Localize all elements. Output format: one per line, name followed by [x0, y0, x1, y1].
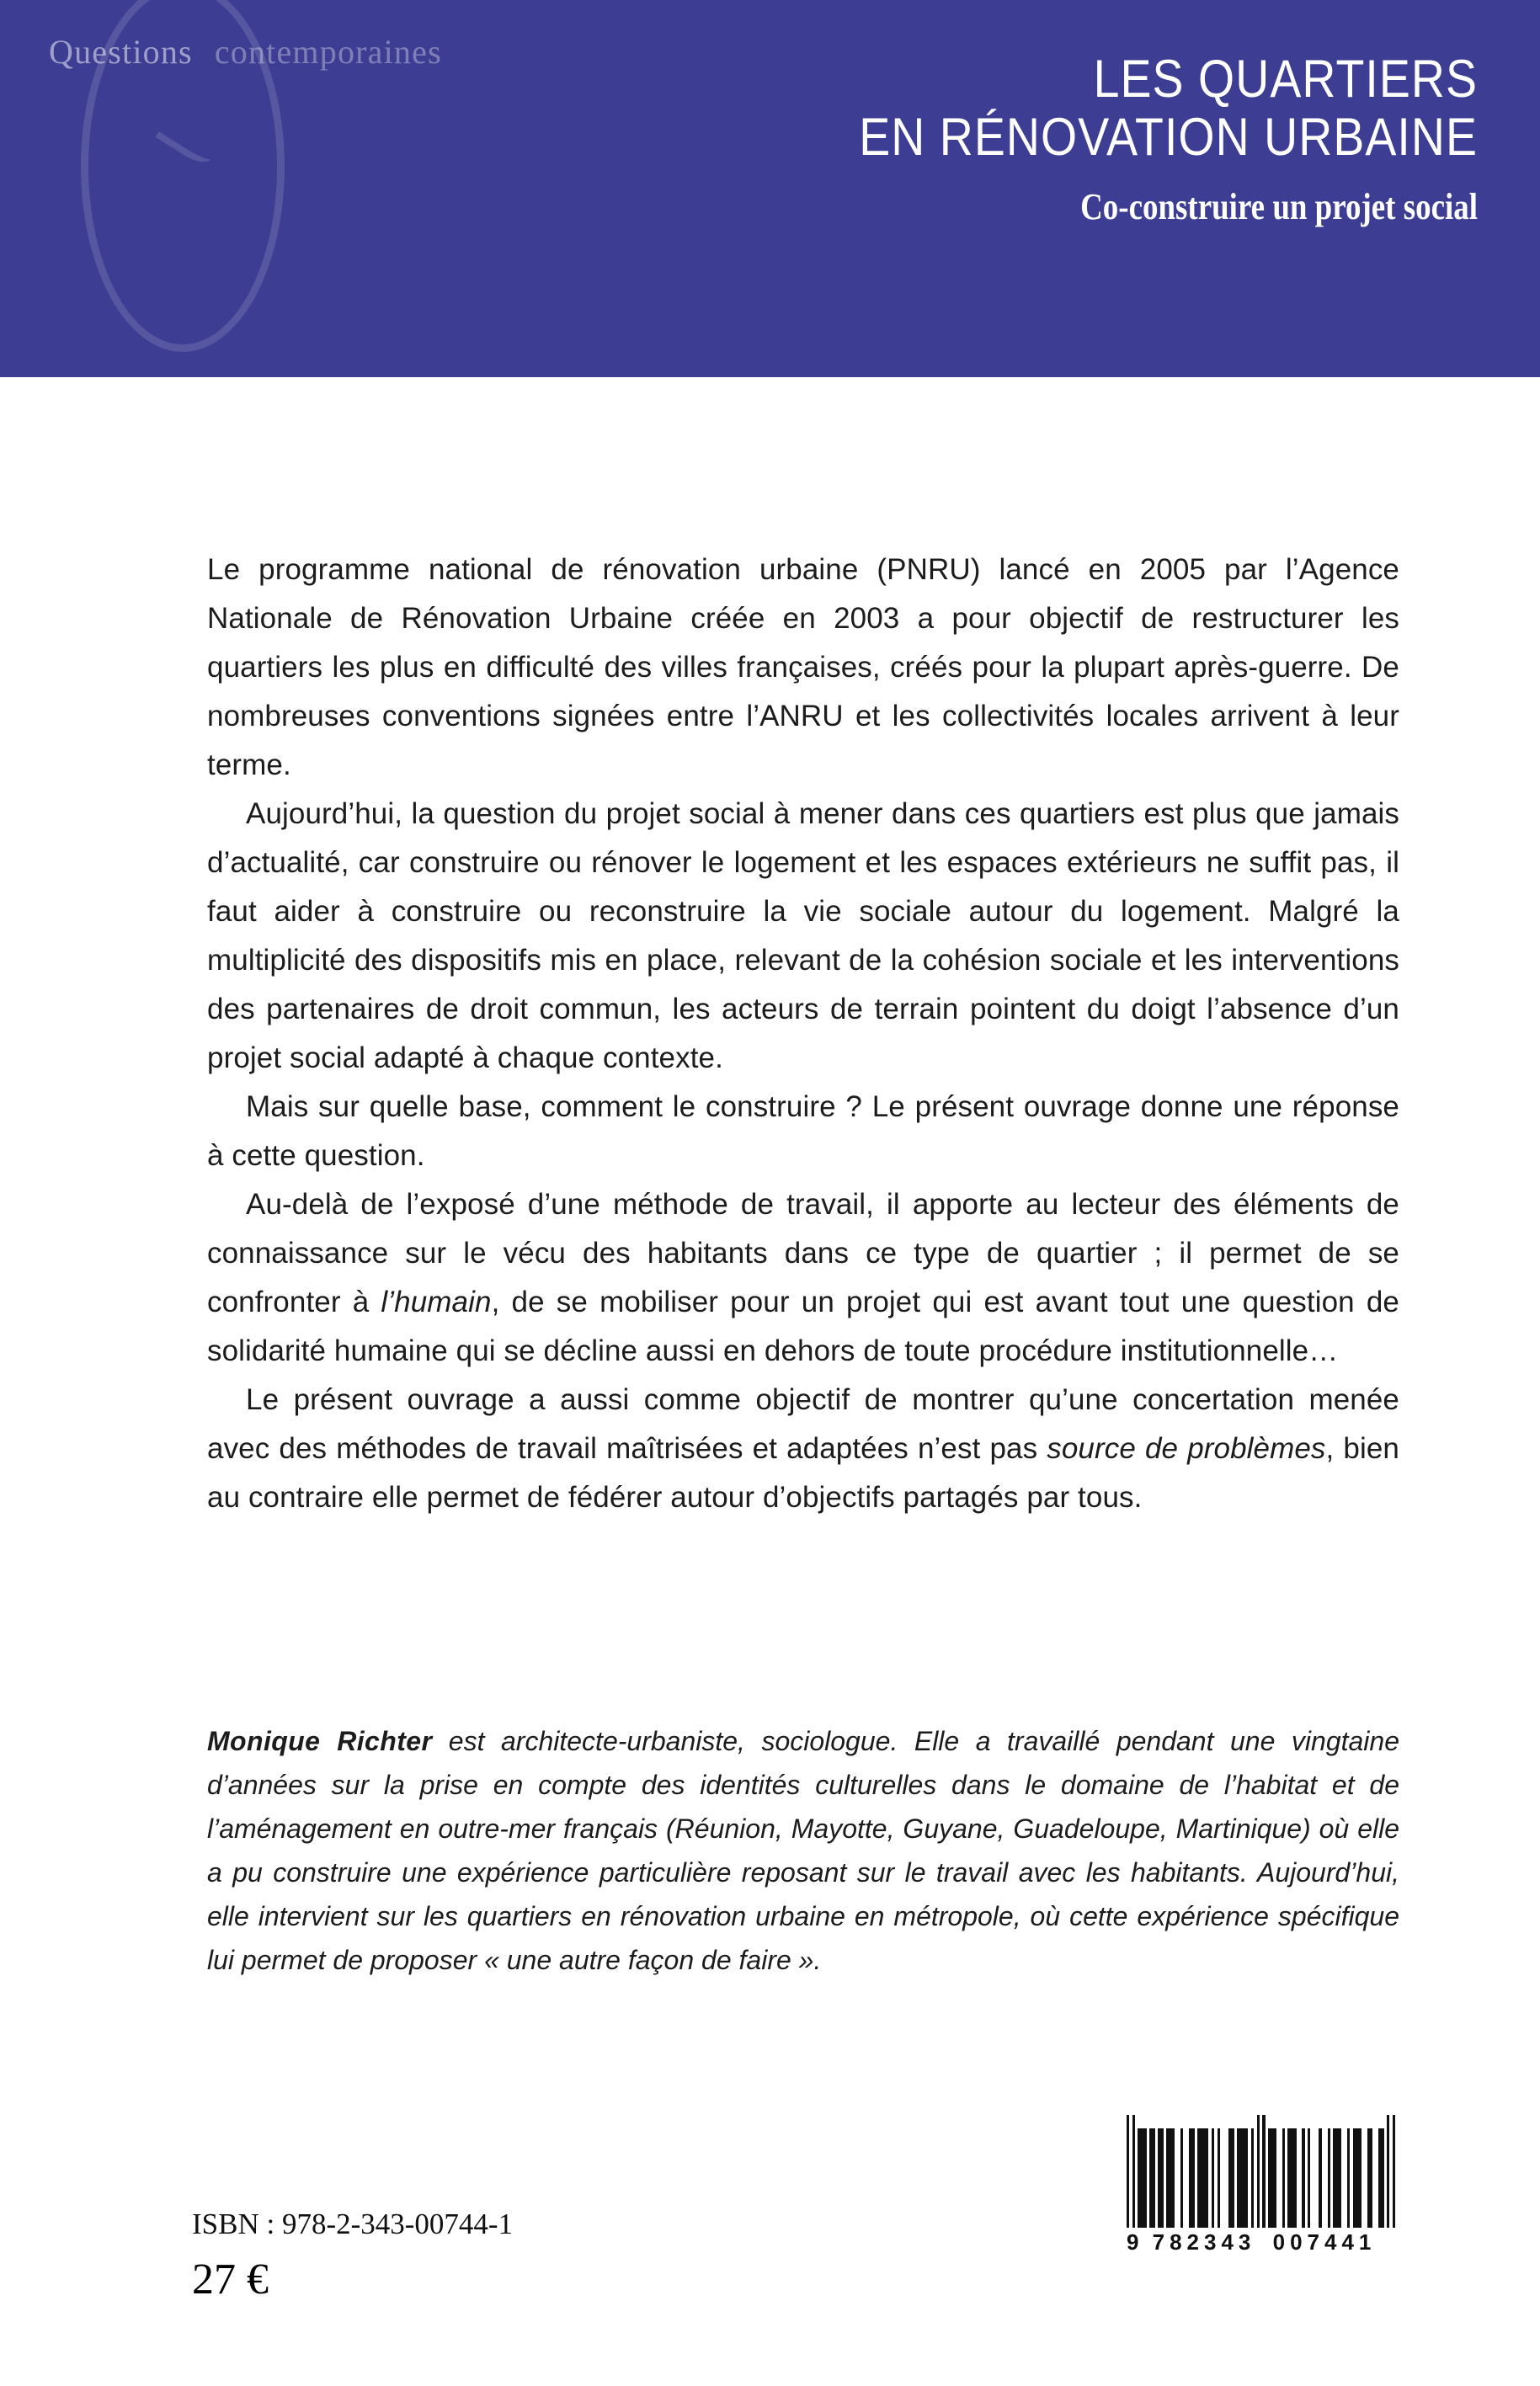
barcode-left-group: 782343 — [1152, 2229, 1256, 2255]
blurb-paragraph: Aujourd’hui, la question du projet social à mener dans ces quartiers est plus que jamais d’actualité, car construire ou rénover le logement et les espaces extérieurs ne suffit pas, il faut aider à construire ou reconstruire la vie sociale autour du logement. Malgré la multiplicité des dispositifs mis en place, relevant de la cohésion sociale et les interventions des partenaires de droit commun, les acteurs de terrain pointent du doigt l’absence d’un projet social adapté à chaque contexte. — [207, 797, 1399, 1074]
header-band — [0, 0, 1540, 377]
barcode-right-group: 007441 — [1272, 2229, 1377, 2255]
collection-word-questions: Questions — [49, 33, 193, 71]
price-text: 27 € — [192, 2256, 269, 2303]
barcode-bar — [1393, 2115, 1395, 2228]
blurb-paragraph: Le programme national de rénovation urbaine (PNRU) lancé en 2005 par l’Agence Nationale de Rénovation Urbaine créée en 2003 a pour objectif de restructurer les quartiers les plus en difficulté des villes françaises, créés pour la plupart après-guerre. De nombreuses conventions signées entre l’ANRU et les collectivités locales arrivent à leur terme. — [207, 553, 1399, 781]
blurb-paragraph: Le présent ouvrage a aussi comme objectif de montrer qu’une concertation menée avec des méthodes de travail maîtrisées et adaptées n’est pas source de problèmes, bien au contraire elle permet de fédérer autour d’objectifs partagés par tous. — [207, 1383, 1399, 1514]
title-block — [552, 51, 1478, 228]
book-title-line-2: EN RÉNOVATION URBAINE — [859, 108, 1478, 168]
isbn-text: ISBN : 978-2-343-00744-1 — [192, 2208, 514, 2240]
barcode-digits — [1127, 2229, 1396, 2256]
blurb-emphasis: l’humain — [381, 1286, 492, 1318]
author-bio-text: est architecte-urbaniste, sociologue. Elle a travaillé pendant une vingtaine d’années sur la prise en compte des identités culturelles dans le domaine de l’habitat et de l’aménagement en outre-mer français (Réunion, Mayotte, Guyane, Guadeloupe, Martinique) où elle a pu construire une expérience particulière reposant sur le travail avec les habitants. Aujourd’hui, elle intervient sur les quartiers en rénovation urbaine en métropole, où cette expérience spécifique lui permet de proposer « une autre façon de faire ». — [207, 1726, 1400, 1975]
blurb-paragraph: Au-delà de l’exposé d’une méthode de travail, il apporte au lecteur des éléments de connaissance sur le vécu des habitants dans ce type de quartier ; il permet de se confronter à l’humain, de se mobiliser pour un projet qui est avant tout une question de solidarité humaine qui se décline aussi en dehors de toute procédure institutionnelle… — [207, 1188, 1399, 1367]
book-title-line-1: LES QUARTIERS — [1093, 50, 1478, 109]
book-subtitle: Co-construire un projet social — [1080, 185, 1478, 227]
blurb-paragraph: Mais sur quelle base, comment le construire ? Le présent ouvrage donne une réponse à cette question. — [207, 1090, 1399, 1172]
author-name: Monique Richter — [207, 1726, 433, 1756]
back-cover-blurb — [207, 546, 1399, 1522]
ean13-barcode — [1127, 2128, 1396, 2256]
collection-word-contemporaines: contemporaines — [214, 33, 442, 71]
author-biography — [207, 1719, 1399, 1982]
barcode-bars — [1127, 2128, 1396, 2228]
barcode-lead-digit: 9 — [1127, 2229, 1140, 2255]
collection-label — [49, 35, 442, 69]
blurb-emphasis: source de problèmes — [1047, 1432, 1326, 1465]
